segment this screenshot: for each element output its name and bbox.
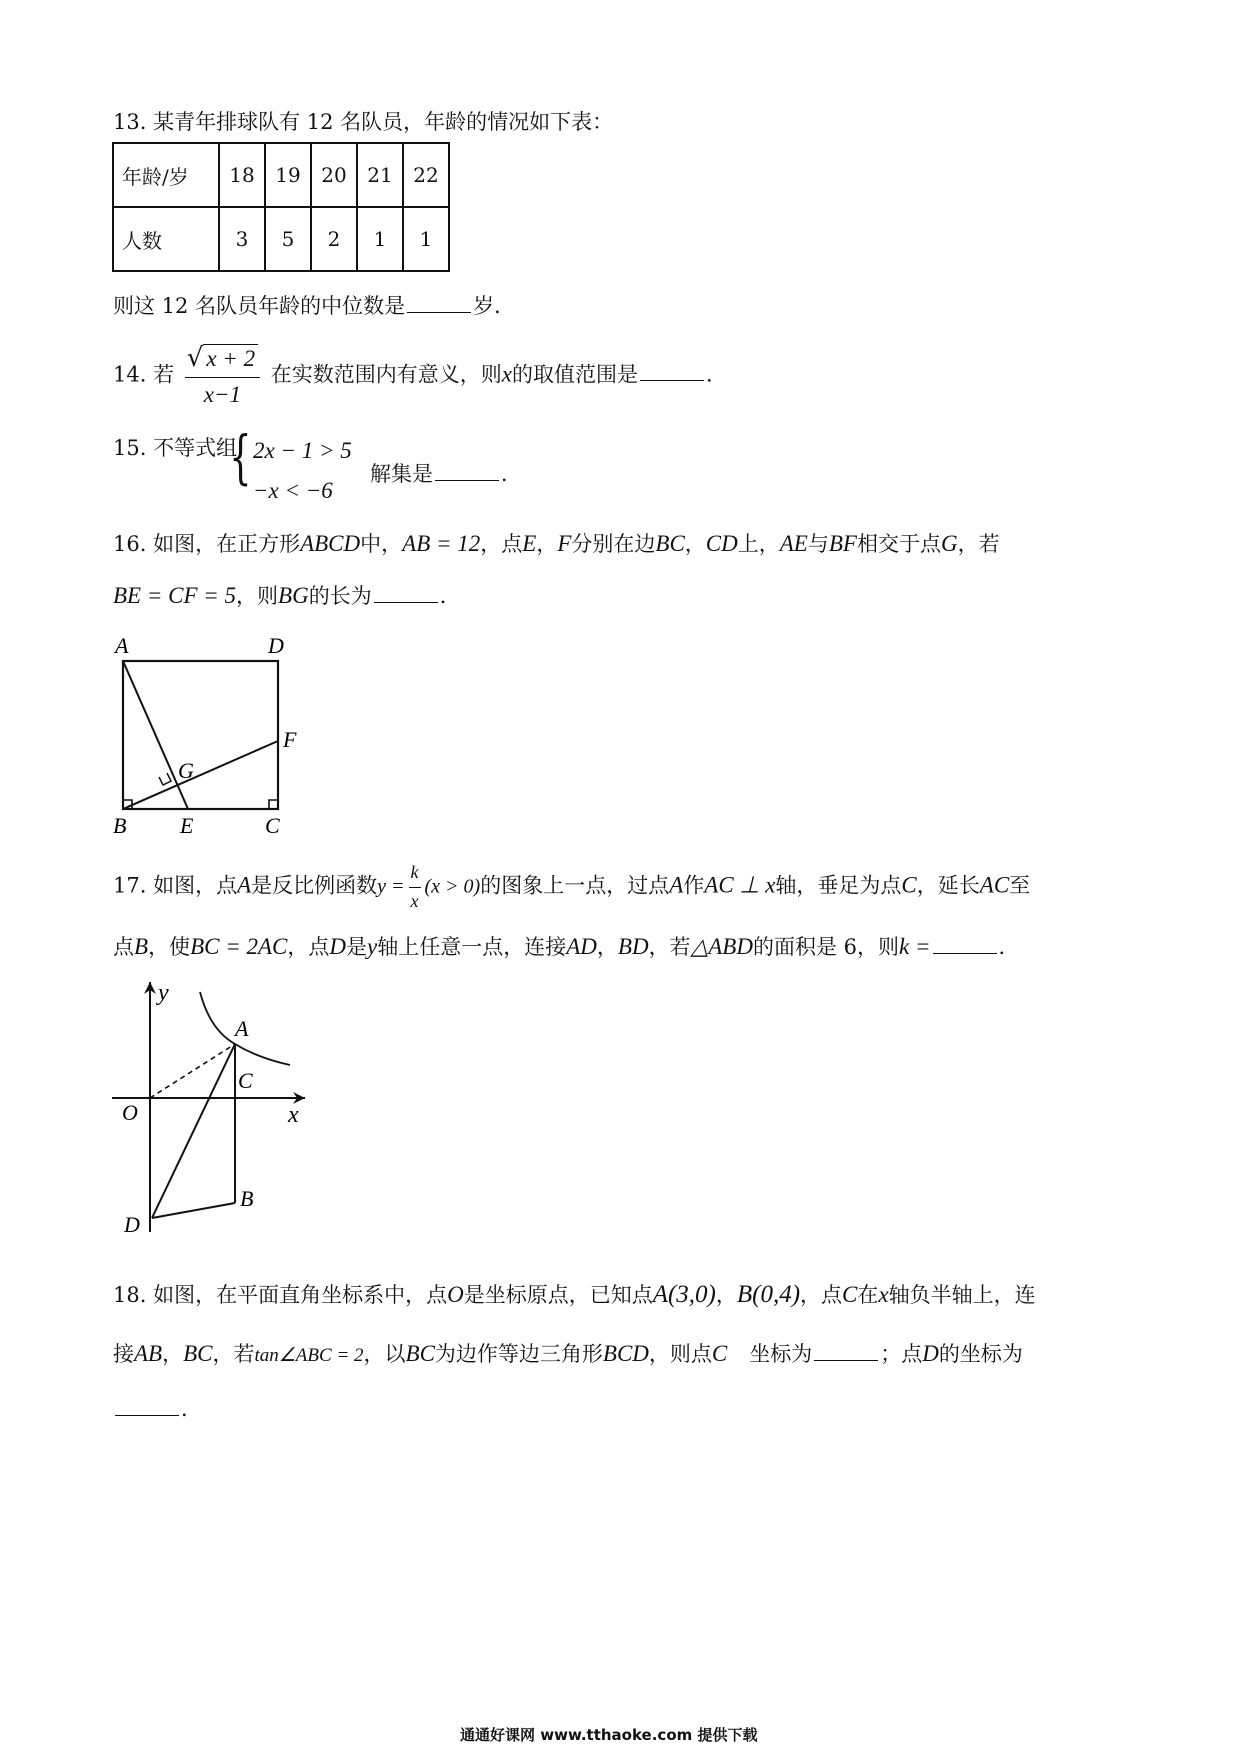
table-cell: 5 [265, 207, 311, 271]
table-cell: 2 [311, 207, 357, 271]
segment-bf [123, 741, 278, 809]
q13-ask: 则这 12 名队员年龄的中位数是 岁． [113, 294, 516, 318]
label-a: A [115, 633, 129, 658]
table-cell: 19 [265, 143, 311, 207]
answer-blank[interactable] [407, 292, 471, 313]
table-row [113, 207, 449, 271]
label-y: y [158, 980, 169, 1006]
q15-num: 15. 不等式组 [113, 436, 238, 460]
segment-da [152, 1044, 235, 1218]
q18-line2: 接AB，BC，若tan∠ABC = 2，以BC为边作等边三角形BCD，则点C 坐标为 ；点D的坐标为 [113, 1341, 1023, 1366]
table-header-age: 年龄/岁 [113, 143, 219, 207]
answer-blank[interactable] [374, 582, 438, 603]
segment-db [152, 1203, 235, 1218]
label-x: x [288, 1102, 299, 1128]
brace: { [229, 423, 252, 491]
table-cell: 1 [357, 207, 403, 271]
label-d: D [268, 633, 284, 658]
q18-line3: ． [113, 1395, 202, 1420]
q15-tail: 解集是 ． [370, 462, 522, 486]
label-c: C [265, 813, 280, 838]
table-cell: 1 [403, 207, 449, 271]
label-e: E [180, 813, 194, 838]
right-angle-g [159, 773, 171, 785]
q16-line2: BE = CF = 5，则BG的长为 ． [113, 583, 461, 608]
answer-blank[interactable] [814, 1340, 878, 1361]
segment-ae [123, 661, 188, 809]
q17-line1: 17. 如图，点A是反比例函数y = $\frac{k}{x}$ (x > 0)的图象上一点，过点A作AC ⊥ x轴，垂足为点C，延长AC至 [113, 862, 1031, 911]
q13-stem: 13. 某青年排球队有 12 名队员，年龄的情况如下表： [113, 110, 614, 134]
q18-line1: 18. 如图，在平面直角坐标系中，点O是坐标原点，已知点A(3,0)，B(0,4)，点C在x轴负半轴上，连 [113, 1281, 1036, 1308]
table-cell: 3 [219, 207, 265, 271]
label-c: C [238, 1068, 253, 1093]
q14: 14. 若 $\frac{√ x + 2}{x-1}$ 在实数范围内有意义，则x的取值范围是 ． [113, 343, 727, 408]
label-b: B [240, 1186, 254, 1211]
label-a: A [235, 1016, 249, 1041]
footer-text: 通通好课网 www.tthaoke.com 提供下载 [460, 1726, 758, 1744]
answer-blank[interactable] [435, 460, 499, 481]
table-header-count: 人数 [113, 207, 219, 271]
label-d: D [124, 1212, 140, 1237]
label-b: B [113, 813, 127, 838]
label-o: O [122, 1100, 138, 1125]
inverse-function-figure [100, 970, 330, 1260]
table-cell: 22 [403, 143, 449, 207]
table-cell: 18 [219, 143, 265, 207]
label-f: F [283, 727, 297, 752]
answer-blank[interactable] [115, 1395, 179, 1416]
q17-line2: 点B，使BC = 2AC，点D是y轴上任意一点，连接AD，BD，若△ABD的面积是 6，则k = ． [113, 934, 1020, 959]
answer-blank[interactable] [933, 933, 997, 954]
table-row [113, 143, 449, 207]
age-table [112, 142, 450, 272]
answer-blank[interactable] [640, 360, 704, 381]
fraction: $\frac{k}{x}$ [410, 862, 419, 911]
square-abcd [123, 661, 278, 809]
table-cell: 20 [311, 143, 357, 207]
fraction: $\frac{√ x + 2}{x-1}$ [185, 343, 260, 409]
inequality-2: −x < −6 [253, 478, 333, 503]
square-figure [100, 625, 320, 845]
label-g: G [178, 758, 194, 783]
right-angle-c [269, 800, 278, 809]
table-cell: 21 [357, 143, 403, 207]
q16-line1: 16. 如图，在正方形ABCD中，AB = 12，点E，F分别在边BC，CD上，AE与BF相交于点G，若 [113, 531, 1000, 556]
inequality-1: 2x − 1 > 5 [253, 438, 352, 463]
